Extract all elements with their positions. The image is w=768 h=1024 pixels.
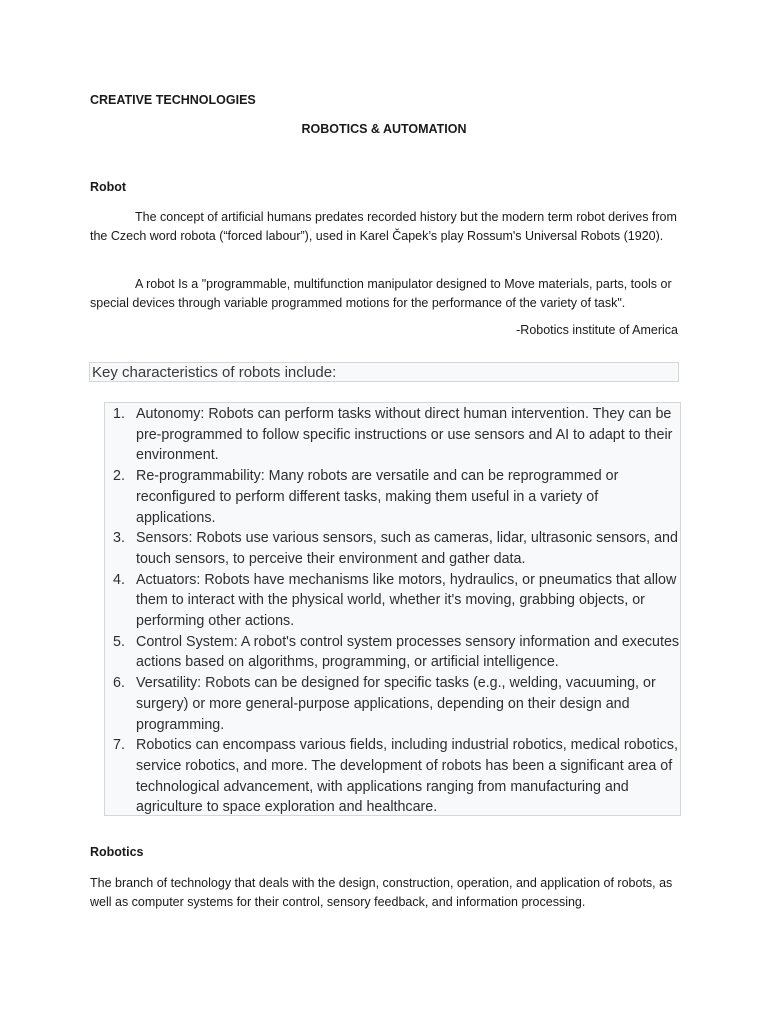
list-item-text: Actuators: Robots have mechanisms like motors, hydraulics, or pneumatics that allow them to interact with the physical world, whether it's moving, grabbing objects, or performing other actions.: [136, 571, 677, 630]
section-heading-robot: Robot: [90, 180, 127, 194]
list-item-text: Re-programmability: Many robots are versatile and can be reprogrammed or reconfigured to perform different tasks, making them useful in a variety of applications.: [136, 468, 619, 526]
list-item-number: 5.: [113, 633, 125, 650]
section-heading-robotics: Robotics: [90, 845, 144, 859]
quote-attribution: -Robotics institute of America: [516, 323, 678, 337]
list-item-text: Sensors: Robots use various sensors, such as cameras, lidar, ultrasonic sensors, and touch sensors, to perceive their environment and gather data.: [136, 530, 678, 567]
list-item-number: 6.: [113, 675, 125, 692]
list-item-number: 7.: [113, 737, 125, 754]
list-item: [105, 632, 680, 673]
list-item: [105, 528, 680, 569]
list-item-text: Autonomy: Robots can perform tasks without direct human intervention. They can be pre-programmed to follow specific instructions or use sensors and AI to adapt to their environment.: [136, 406, 673, 464]
list-item-text: Control System: A robot's control system processes sensory information and executes actions based on algorithms, programming, or artificial intelligence.: [136, 633, 680, 671]
robot-paragraph-history: The concept of artificial humans predates recorded history but the modern term robot derives from the Czech word robota (“forced labour”), used in Karel Čapek’s play Rossum's Universal Robots (1920).: [90, 210, 677, 243]
list-item-number: 2.: [113, 468, 125, 485]
document-title: ROBOTICS & AUTOMATION: [301, 122, 467, 136]
document-course-title: CREATIVE TECHNOLOGIES: [90, 93, 256, 107]
list-item-number: 1.: [113, 406, 125, 422]
robot-paragraph-definition: A robot Is a "programmable, multifunction manipulator designed to Move materials, parts, tools or special devices through variable programmed motions for the performance of the variety of task".: [90, 277, 672, 310]
list-item: [105, 570, 680, 632]
list-item-text: Versatility: Robots can be designed for specific tasks (e.g., welding, vacuuming, or surgery) or more general-purpose applications, depending on their design and programming.: [136, 675, 656, 733]
robotics-paragraph: The branch of technology that deals with the design, construction, operation, and application of robots, as well as computer systems for their control, sensory feedback, and information processing.: [90, 876, 673, 909]
list-item-text: Robotics can encompass various fields, including industrial robotics, medical robotics, service robotics, and more. The development of robots has been a significant area of technological advancement, with applications ranging from manufacturing and agriculture to space exploration and healthcare.: [136, 737, 678, 816]
list-item: [105, 735, 680, 818]
list-item: [105, 466, 680, 528]
list-item-number: 4.: [113, 571, 125, 588]
list-item: [105, 673, 680, 735]
key-characteristics-list-box: [104, 402, 681, 816]
list-item: [105, 404, 680, 466]
key-characteristics-list: [105, 404, 680, 818]
list-item-number: 3.: [113, 530, 125, 547]
key-characteristics-heading: Key characteristics of robots include:: [89, 362, 679, 382]
